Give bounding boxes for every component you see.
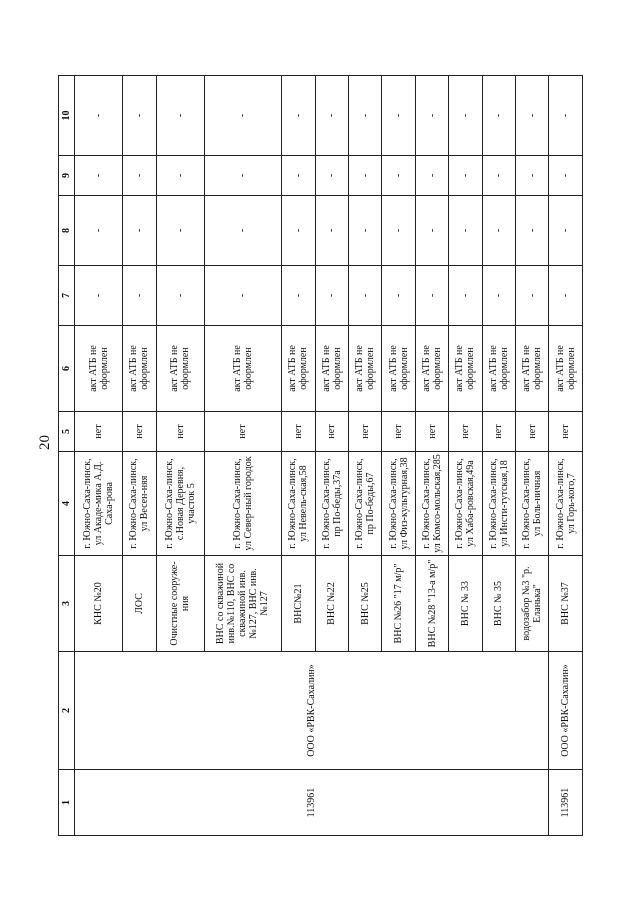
inn-cell: 113961 <box>549 770 583 836</box>
column-10-cell: - <box>315 76 348 156</box>
object-cell: ВНС№21 <box>282 556 315 652</box>
column-10-cell: - <box>282 76 315 156</box>
column-9-cell: - <box>415 156 448 196</box>
organization-cell: ООО «РВК-Сахалин» <box>75 652 549 770</box>
column-7-cell: - <box>449 266 482 326</box>
address-cell: г. Южно-Саха-линск, ул Комсо-мольская,285 <box>415 452 448 556</box>
column-8-cell: - <box>549 196 583 266</box>
object-cell: ВНС со скважиной инв.№110, ВНС со скважиной инв.№127, ВНС инв.№127 <box>204 556 282 652</box>
status-cell: акт АТБ не оформлен <box>282 326 315 412</box>
flag-cell: нет <box>75 412 123 452</box>
column-8-cell: - <box>382 196 415 266</box>
status-cell: акт АТБ не оформлен <box>415 326 448 412</box>
column-header-5: 5 <box>59 412 75 452</box>
flag-cell: нет <box>382 412 415 452</box>
object-cell: ВНС №37 <box>549 556 583 652</box>
flag-cell: нет <box>282 412 315 452</box>
status-cell: акт АТБ не оформлен <box>516 326 549 412</box>
column-10-cell: - <box>382 76 415 156</box>
column-7-cell: - <box>156 266 204 326</box>
column-8-cell: - <box>516 196 549 266</box>
object-cell: КНС №20 <box>75 556 123 652</box>
column-header-6: 6 <box>59 326 75 412</box>
address-cell: г. Южно-Саха-линск, ул Весен-няя <box>123 452 156 556</box>
inn-cell: 113961 <box>75 770 549 836</box>
column-9-cell: - <box>156 156 204 196</box>
column-8-cell: - <box>123 196 156 266</box>
column-header-8: 8 <box>59 196 75 266</box>
column-7-cell: - <box>482 266 515 326</box>
column-header-1: 1 <box>59 770 75 836</box>
column-9-cell: - <box>204 156 282 196</box>
address-cell: г. Южно-Саха-линск, ул Инсти-тутская,18 <box>482 452 515 556</box>
column-9-cell: - <box>282 156 315 196</box>
address-cell: г. Южно-Саха-линск, ул Невель-ская,58 <box>282 452 315 556</box>
status-cell: акт АТБ не оформлен <box>382 326 415 412</box>
column-header-3: 3 <box>59 556 75 652</box>
column-10-cell: - <box>349 76 382 156</box>
column-header-7: 7 <box>59 266 75 326</box>
status-cell: акт АТБ не оформлен <box>123 326 156 412</box>
flag-cell: нет <box>415 412 448 452</box>
address-cell: г. Южно-Саха-линск, ул Акаде-мика А.Д. Саха-рова <box>75 452 123 556</box>
column-7-cell: - <box>549 266 583 326</box>
column-7-cell: - <box>349 266 382 326</box>
object-cell: ВНС №22 <box>315 556 348 652</box>
column-10-cell: - <box>482 76 515 156</box>
address-cell: г. Южно-Саха-линск, ул Горь-кого,7 <box>549 452 583 556</box>
column-10-cell: - <box>449 76 482 156</box>
table-row <box>75 76 123 836</box>
address-cell: г. Южно-Саха-линск, с.Новая Деревня, участок 5 <box>156 452 204 556</box>
column-10-cell: - <box>75 76 123 156</box>
column-9-cell: - <box>382 156 415 196</box>
object-cell: ВНС № 33 <box>449 556 482 652</box>
column-9-cell: - <box>516 156 549 196</box>
object-cell: водозабор №3 "р. Еланька" <box>516 556 549 652</box>
address-cell: г. Южно-Саха-линск, пр По-беды,67 <box>349 452 382 556</box>
table-row <box>549 76 583 836</box>
status-cell: акт АТБ не оформлен <box>204 326 282 412</box>
address-cell: г. Южно-Саха-линск, ул Север-ный городок <box>204 452 282 556</box>
object-cell: ЛОС <box>123 556 156 652</box>
flag-cell: нет <box>349 412 382 452</box>
column-7-cell: - <box>123 266 156 326</box>
column-10-cell: - <box>123 76 156 156</box>
table-body <box>75 76 583 836</box>
column-10-cell: - <box>156 76 204 156</box>
column-7-cell: - <box>315 266 348 326</box>
column-8-cell: - <box>482 196 515 266</box>
registry-table <box>58 75 583 836</box>
column-7-cell: - <box>204 266 282 326</box>
column-10-cell: - <box>204 76 282 156</box>
column-8-cell: - <box>204 196 282 266</box>
object-cell: ВНС №26 "17 м/р" <box>382 556 415 652</box>
column-8-cell: - <box>415 196 448 266</box>
column-7-cell: - <box>415 266 448 326</box>
status-cell: акт АТБ не оформлен <box>156 326 204 412</box>
column-10-cell: - <box>415 76 448 156</box>
flag-cell: нет <box>123 412 156 452</box>
status-cell: акт АТБ не оформлен <box>549 326 583 412</box>
column-8-cell: - <box>75 196 123 266</box>
column-9-cell: - <box>315 156 348 196</box>
column-7-cell: - <box>282 266 315 326</box>
address-cell: г. Южно-Саха-линск, ул Хаба-ровская,49а <box>449 452 482 556</box>
column-8-cell: - <box>449 196 482 266</box>
column-8-cell: - <box>315 196 348 266</box>
column-8-cell: - <box>282 196 315 266</box>
column-header-2: 2 <box>59 652 75 770</box>
status-cell: акт АТБ не оформлен <box>449 326 482 412</box>
column-9-cell: - <box>449 156 482 196</box>
flag-cell: нет <box>516 412 549 452</box>
column-7-cell: - <box>382 266 415 326</box>
column-header-10: 10 <box>59 76 75 156</box>
column-header-9: 9 <box>59 156 75 196</box>
flag-cell: нет <box>315 412 348 452</box>
page-number: 20 <box>37 435 53 450</box>
object-cell: ВНС №25 <box>349 556 382 652</box>
address-cell: г. Южно-Саха-линск, ул Боль-ничная <box>516 452 549 556</box>
status-cell: акт АТБ не оформлен <box>315 326 348 412</box>
column-9-cell: - <box>123 156 156 196</box>
object-cell: ВНС № 35 <box>482 556 515 652</box>
column-7-cell: - <box>516 266 549 326</box>
column-header-4: 4 <box>59 452 75 556</box>
column-7-cell: - <box>75 266 123 326</box>
flag-cell: нет <box>204 412 282 452</box>
flag-cell: нет <box>156 412 204 452</box>
address-cell: г. Южно-Саха-линск, пр По-беды,37а <box>315 452 348 556</box>
organization-cell: ООО «РВК-Сахалин» <box>549 652 583 770</box>
column-9-cell: - <box>75 156 123 196</box>
document-sheet <box>58 76 583 836</box>
header-row <box>59 76 75 836</box>
status-cell: акт АТБ не оформлен <box>482 326 515 412</box>
column-9-cell: - <box>349 156 382 196</box>
column-8-cell: - <box>156 196 204 266</box>
flag-cell: нет <box>482 412 515 452</box>
object-cell: ВНС №28 "13-а м/р" <box>415 556 448 652</box>
status-cell: акт АТБ не оформлен <box>349 326 382 412</box>
column-10-cell: - <box>516 76 549 156</box>
address-cell: г. Южно-Саха-линск, ул Физ-культурная,38 <box>382 452 415 556</box>
status-cell: акт АТБ не оформлен <box>75 326 123 412</box>
flag-cell: нет <box>549 412 583 452</box>
column-9-cell: - <box>549 156 583 196</box>
column-9-cell: - <box>482 156 515 196</box>
object-cell: Очистные сооруже-ния <box>156 556 204 652</box>
column-8-cell: - <box>349 196 382 266</box>
flag-cell: нет <box>449 412 482 452</box>
column-10-cell: - <box>549 76 583 156</box>
